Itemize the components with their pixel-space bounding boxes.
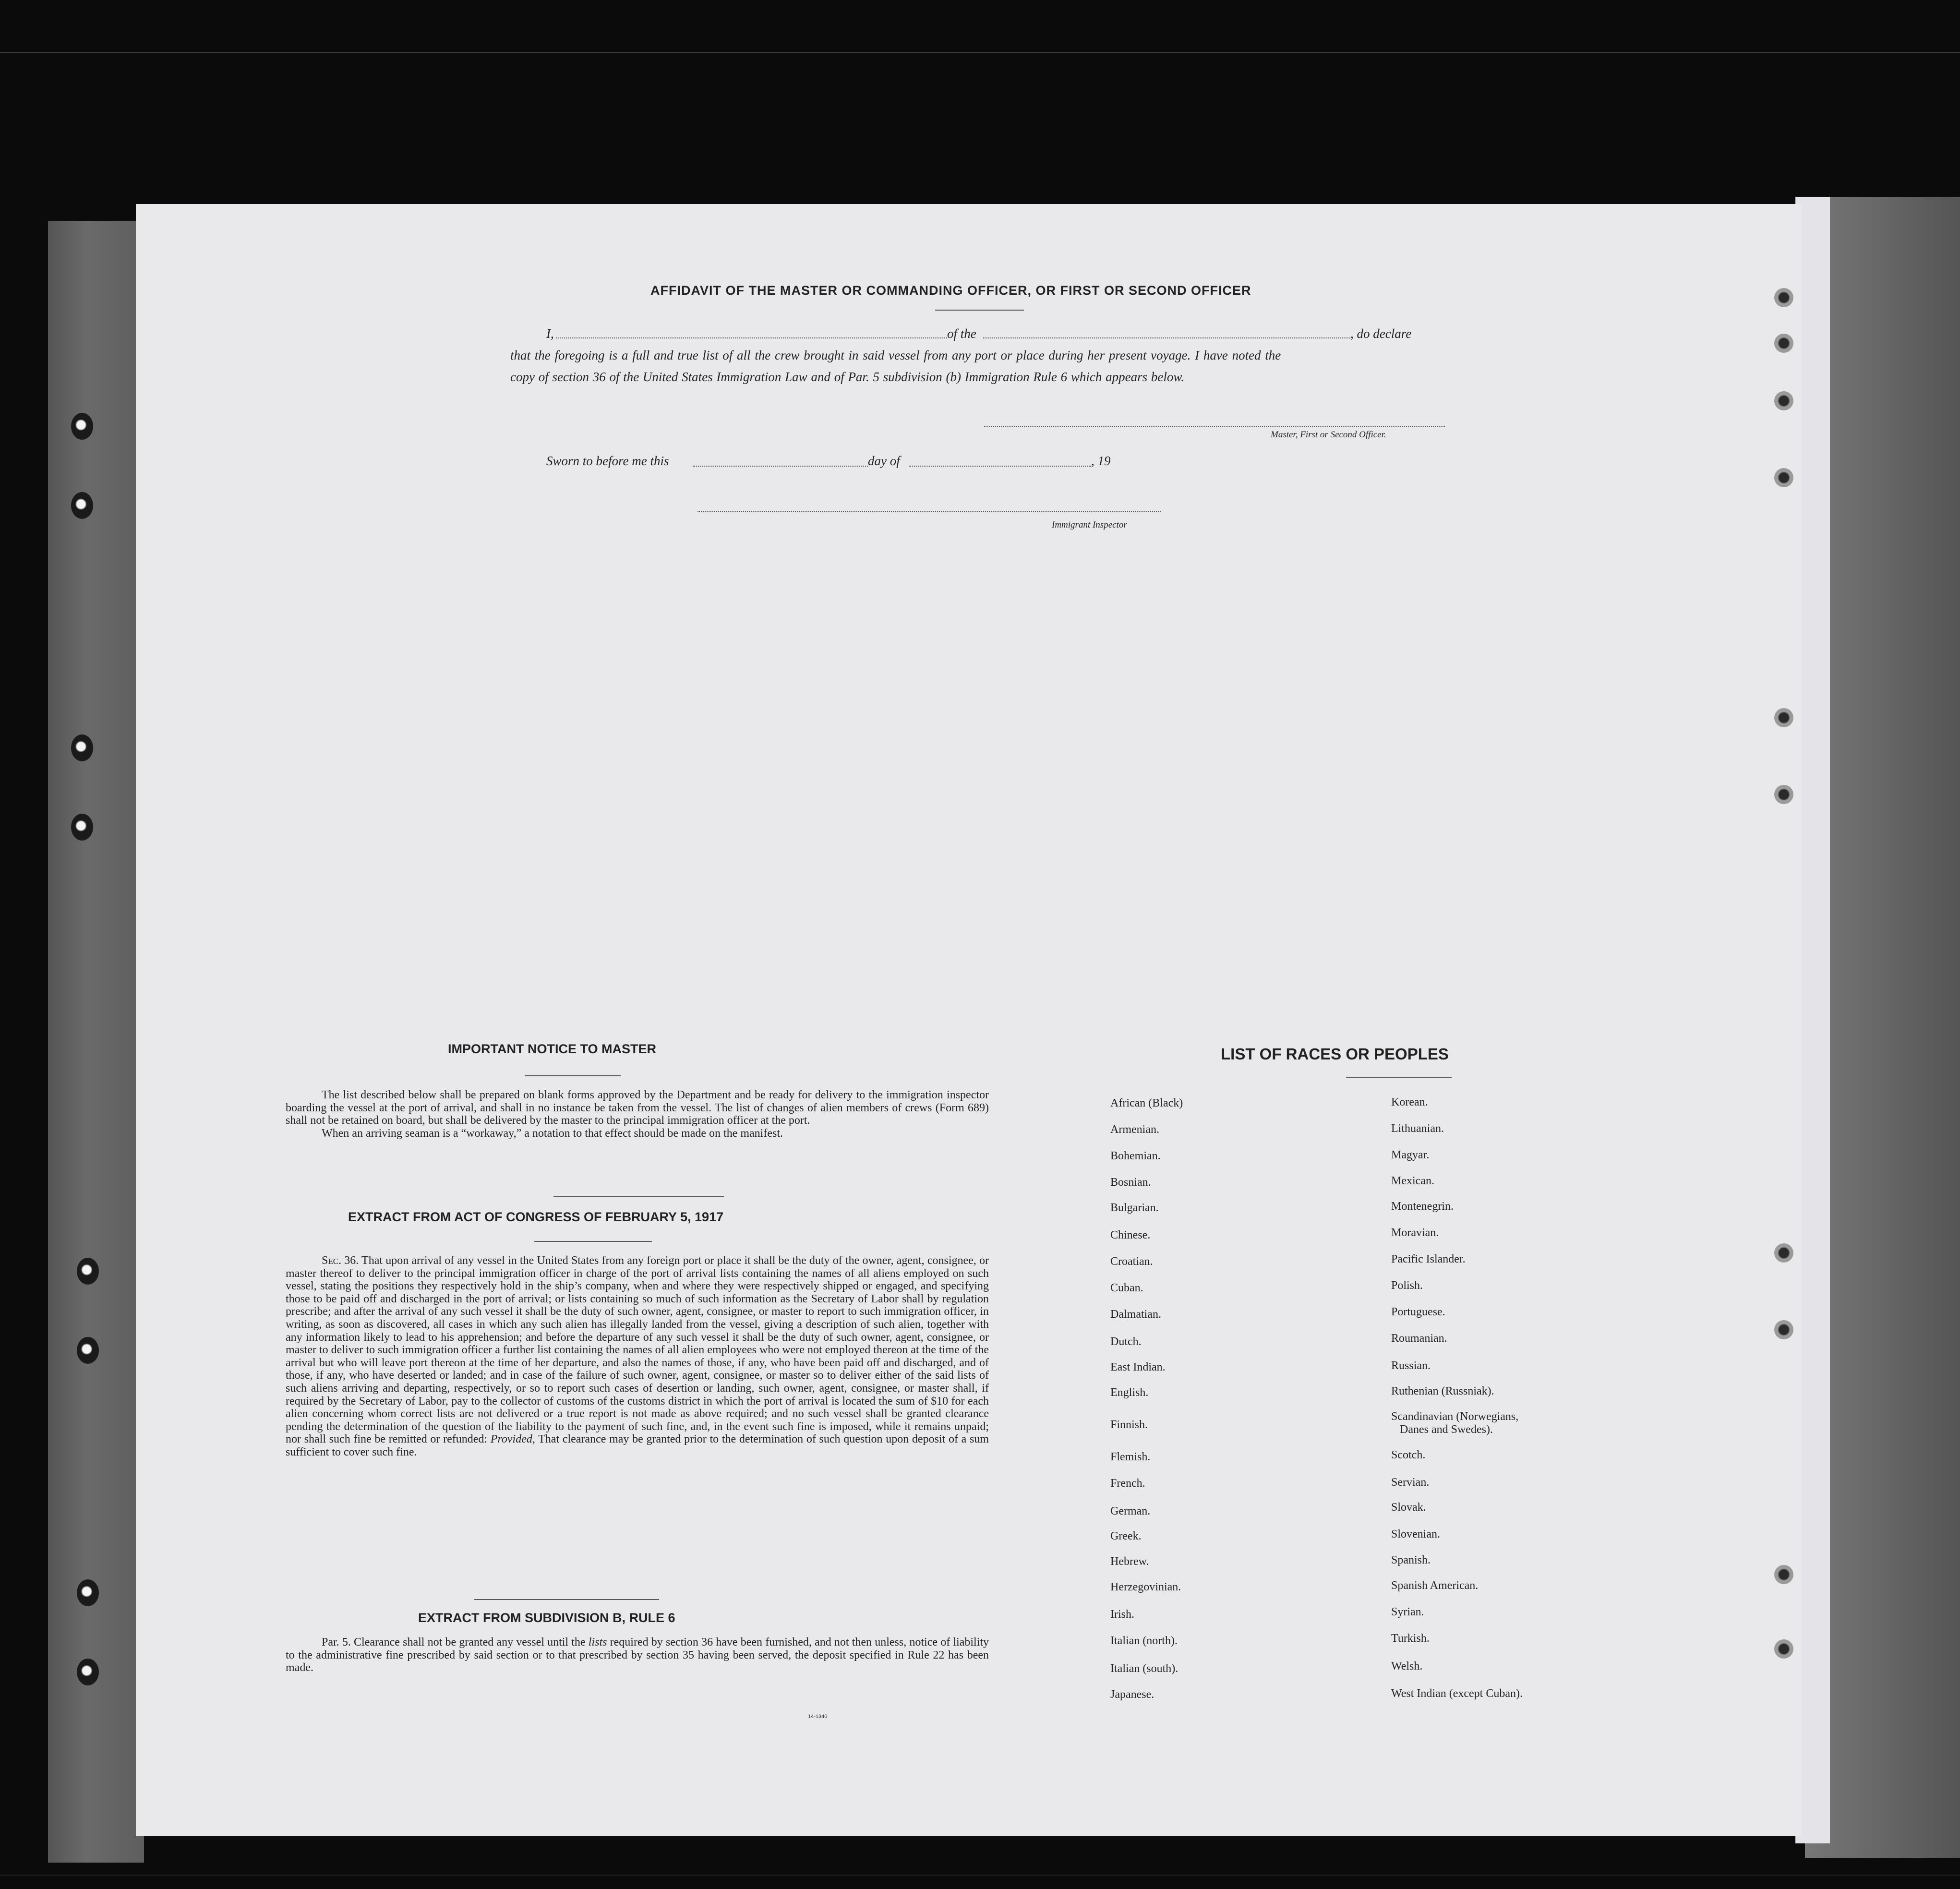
vessel-field-line <box>983 337 1350 338</box>
affidavit-i-label: I, <box>546 326 554 341</box>
scan-line <box>0 52 1960 53</box>
punch-hole <box>1774 391 1793 410</box>
race-item: Italian (south). <box>1110 1662 1178 1675</box>
punch-hole <box>1774 468 1793 487</box>
race-item: Greek. <box>1110 1530 1142 1542</box>
race-item: Mexican. <box>1391 1175 1434 1187</box>
divider <box>1346 1077 1452 1078</box>
divider <box>525 1075 621 1076</box>
race-item: Flemish. <box>1110 1451 1151 1463</box>
binder-left <box>48 221 144 1863</box>
affidavit-declare-label: , do declare <box>1350 326 1412 341</box>
section-36-tail: That clearance may be granted prior to the determination of such question upon deposit of a sum sufficient to cover such fine. <box>286 1433 989 1458</box>
race-item: Moravian. <box>1391 1227 1439 1239</box>
form-number: 14-1340 <box>808 1714 828 1720</box>
affidavit-line-3: copy of section 36 of the United States Immigration Law and of Par. 5 subdivision (b) Immigration Rule 6 which appears below. <box>510 370 1185 384</box>
sworn-label: Sworn to before me this <box>546 454 669 468</box>
race-item: Bosnian. <box>1110 1176 1151 1189</box>
race-item: African (Black) <box>1110 1097 1183 1109</box>
provided-word: Provided, <box>490 1433 535 1446</box>
rule-text-b: required by section 36 have been furnished, and not then unless, notice of liability to the administrative fine prescribed by said section or to that prescribed by section 35 having been served, the deposit specified in Rule 22 has been made. <box>286 1636 989 1674</box>
race-item: Scotch. <box>1391 1449 1426 1461</box>
section-label: Sec. 36. <box>322 1254 359 1267</box>
race-item: Bohemian. <box>1110 1150 1161 1162</box>
punch-hole <box>1774 785 1793 804</box>
master-signature-label: Master, First or Second Officer. <box>1271 430 1386 440</box>
notice-paragraph-1: The list described below shall be prepared on blank forms approved by the Department and be ready for delivery to the immigration inspector boarding the vessel at the port of arrival, and shall in no instance be taken from the vessel. The list of changes of alien members of crews (Form 689) shall not be retained on board, but shall be delivered by the master to the principal immigration officer at the port. <box>286 1089 989 1127</box>
notice-title: IMPORTANT NOTICE TO MASTER <box>448 1042 656 1056</box>
divider <box>474 1599 659 1600</box>
race-item: Hebrew. <box>1110 1555 1149 1568</box>
race-item: Italian (north). <box>1110 1635 1178 1647</box>
race-item: Cuban. <box>1110 1282 1143 1294</box>
race-item: Spanish. <box>1391 1554 1431 1566</box>
race-item: East Indian. <box>1110 1361 1166 1373</box>
race-item: Russian. <box>1391 1360 1431 1372</box>
binder-hole <box>71 492 93 519</box>
race-item: Spanish American. <box>1391 1579 1479 1592</box>
race-item: Ruthenian (Russniak). <box>1391 1385 1494 1397</box>
punch-hole <box>1774 1639 1793 1659</box>
race-item: Croatian. <box>1110 1255 1153 1268</box>
binder-hole <box>77 1579 99 1606</box>
punch-hole <box>1774 708 1793 727</box>
divider <box>534 1241 652 1242</box>
race-item: French. <box>1110 1477 1145 1490</box>
race-item: Slovenian. <box>1391 1528 1440 1540</box>
binder-hole <box>71 734 93 761</box>
race-item: Japanese. <box>1110 1688 1154 1701</box>
affidavit-line-2: that the foregoing is a full and true list of all the crew brought in said vessel from any port or place during her present voyage. I have noted the <box>510 348 1281 362</box>
race-item: Servian. <box>1391 1476 1430 1489</box>
bleed-through <box>1523 259 1528 284</box>
race-item: Finnish. <box>1110 1419 1148 1431</box>
race-item: West Indian (except Cuban). <box>1391 1687 1523 1700</box>
race-item: Syrian. <box>1391 1606 1424 1618</box>
divider <box>935 310 1024 311</box>
extract-act-title: EXTRACT FROM ACT OF CONGRESS OF FEBRUARY 5, 1917 <box>348 1210 724 1224</box>
race-item: Magyar. <box>1391 1149 1430 1161</box>
affidavit-of-the-label: of the <box>947 326 976 341</box>
punch-hole <box>1774 1565 1793 1584</box>
manifest-page <box>136 204 1802 1836</box>
race-item: English. <box>1110 1386 1149 1399</box>
binder-hole <box>71 413 93 440</box>
race-item: Chinese. <box>1110 1229 1151 1241</box>
day-of-label: day of <box>868 454 900 468</box>
race-item: Dutch. <box>1110 1336 1142 1348</box>
punch-hole <box>1774 1320 1793 1339</box>
race-item: Portuguese. <box>1391 1306 1445 1318</box>
race-item: Dalmatian. <box>1110 1308 1161 1321</box>
punch-hole <box>1774 288 1793 307</box>
race-item: Montenegrin. <box>1391 1200 1454 1213</box>
section-36-text: That upon arrival of any vessel in the United States from any foreign port or place it shall be the duty of the owner, agent, consignee, or master thereof to deliver to the principal immigration officer in charge of the port of arrival lists containing the names of all aliens employed on such vessel, stating the positions they respectively hold in the ship’s company, when and where they were respectively shipped or engaged, and specifying those to be paid off and discharged in the port of arrival; or lists containing so much of such information as the Secretary of Labor shall by regulation prescribe; and after the arrival of any such vessel it shall be the duty of such owner, agent, consignee, or master to report to such immigration officer, in writing, as soon as discovered, all cases in which any such alien has illegally landed from the vessel, giving a description of such alien, together with any information likely to lead to his apprehension; and before the departure of any such vessel it shall be the duty of such owner, agent, consignee, or master to deliver to such immigration officer a further list containing the names of all alien employees who were not employed thereon at the time of the arrival but who will leave port thereon at the time of her departure, and also the names of those, if any, who have been paid off and discharged, and of those, if any, who have deserted or landed; and in case of the failure of such owner, agent, consignee, or master so to deliver either of the said lists of such aliens arriving and departing, respectively, or so to report such cases of desertion or landing, such owner, agent, consignee, or master shall, if required by the Secretary of Labor, pay to the collector of customs of the customs district in which the port of arrival is located the sum of $10 for each alien concerning whom correct lists are not delivered or a true report is not made as above required; and no such vessel shall be granted clearance pending the determination of the question of the liability to the payment of such fine, and, in the event such fine is imposed, while it remains unpaid; nor shall such fine be remitted or refunded: <box>286 1254 989 1446</box>
extract-rule-title: EXTRACT FROM SUBDIVISION B, RULE 6 <box>418 1611 675 1625</box>
extract-rule-body <box>286 1636 989 1674</box>
punch-hole <box>1774 334 1793 353</box>
year-label: , 19 <box>1091 454 1111 468</box>
race-item: Roumanian. <box>1391 1332 1447 1345</box>
race-item: Irish. <box>1110 1608 1134 1621</box>
rule-lists-word: lists <box>588 1636 607 1648</box>
race-item: Scandinavian (Norwegians, Danes and Swedes). <box>1391 1410 1519 1436</box>
race-item: Korean. <box>1391 1096 1428 1108</box>
extract-act-body <box>286 1254 989 1459</box>
race-item: Polish. <box>1391 1279 1423 1292</box>
race-item: Turkish. <box>1391 1632 1430 1645</box>
inspector-signature-line <box>697 511 1161 512</box>
inspector-signature-label: Immigrant Inspector <box>1052 520 1127 530</box>
race-item: Herzegovinian. <box>1110 1581 1181 1593</box>
race-item: Armenian. <box>1110 1123 1159 1136</box>
binder-hole <box>71 814 93 841</box>
affidavit-title: AFFIDAVIT OF THE MASTER OR COMMANDING OFFICER, OR FIRST OR SECOND OFFICER <box>650 283 1251 298</box>
punch-hole <box>1774 1243 1793 1263</box>
race-item: German. <box>1110 1505 1151 1517</box>
notice-paragraph-2: When an arriving seaman is a “workaway,” a notation to that effect should be made on the manifest. <box>322 1127 783 1140</box>
sworn-day-line <box>693 466 868 467</box>
race-item: Slovak. <box>1391 1501 1426 1514</box>
name-field-line <box>556 337 947 338</box>
race-item: Bulgarian. <box>1110 1202 1159 1214</box>
sworn-month-line <box>909 466 1091 467</box>
scan-line <box>0 1875 1960 1876</box>
race-item: Lithuanian. <box>1391 1122 1444 1135</box>
binder-hole <box>77 1659 99 1685</box>
rule-text-a: Par. 5. Clearance shall not be granted any vessel until the <box>322 1636 586 1648</box>
master-signature-line <box>984 426 1445 427</box>
race-item: Pacific Islander. <box>1391 1253 1466 1265</box>
binder-hole <box>77 1258 99 1285</box>
notice-body <box>286 1089 989 1140</box>
binder-hole <box>77 1337 99 1364</box>
divider <box>553 1196 724 1197</box>
races-title: LIST OF RACES OR PEOPLES <box>1221 1045 1449 1063</box>
race-item: Welsh. <box>1391 1660 1423 1672</box>
